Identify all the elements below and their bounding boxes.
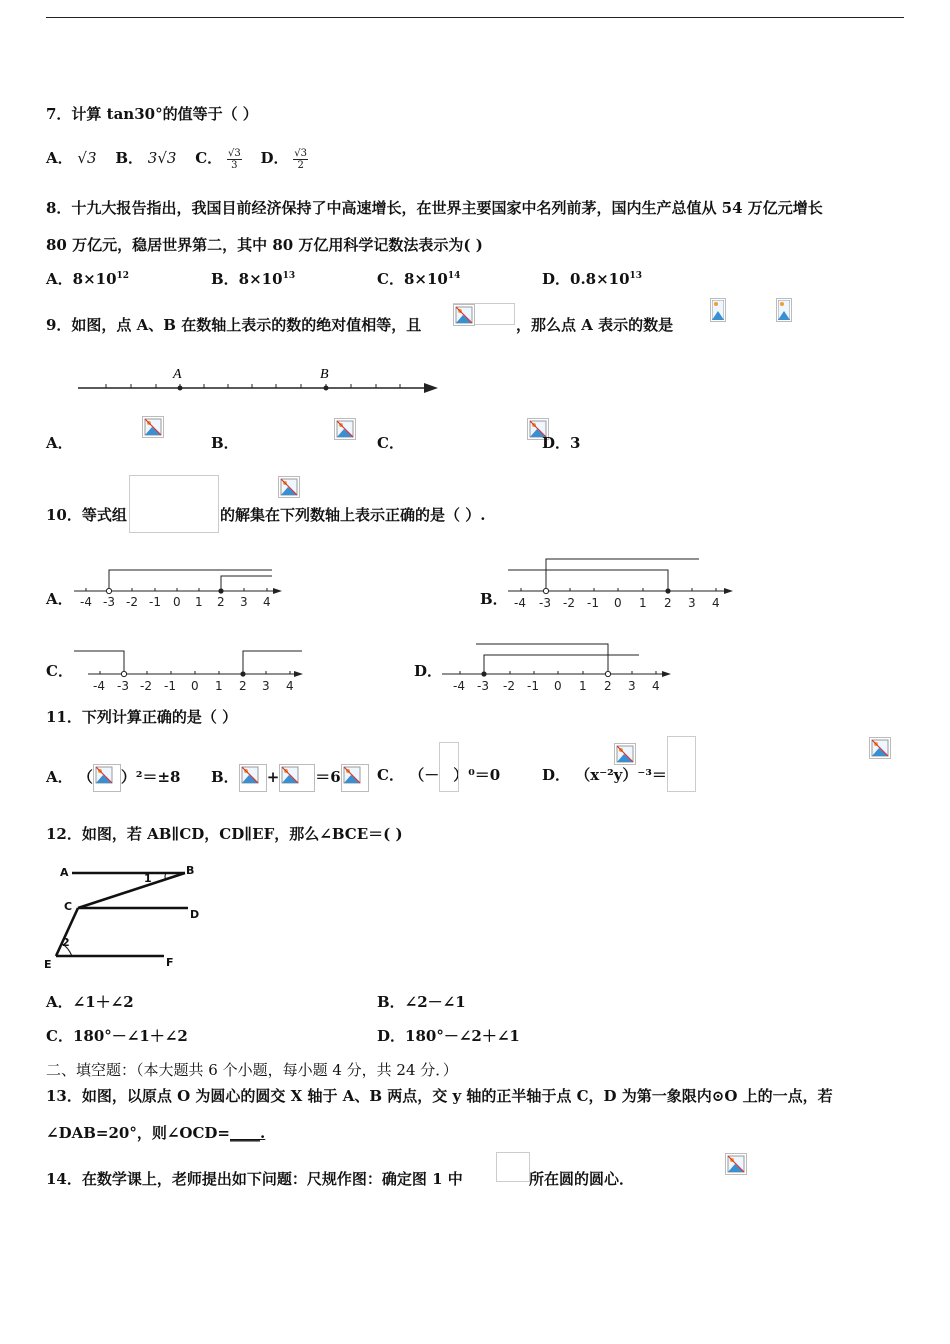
q12-option-d: D．180°－∠2＋∠1 [377,1027,520,1045]
q11-option-a: A． （ ）²＝±8 [46,764,180,792]
svg-text:0: 0 [191,679,199,693]
svg-text:3: 3 [240,595,248,609]
q13-stem-line2: ∠DAB=20°，则∠OCD=____. [46,1124,266,1142]
label-a: A [60,866,69,879]
broken-image-icon [278,476,300,498]
q9-stem-b: ，那么点 A 表示的数是 [516,316,674,334]
q11-option-c: C． （－ ）⁰＝0 [377,766,501,784]
q7-stem: 7．计算 tan30°的值等于（ ） [46,105,258,123]
q12-option-b: B．∠2－∠1 [377,993,466,1011]
q12-option-c: C．180°－∠1＋∠2 [46,1027,188,1045]
q10-axis-d [440,638,680,695]
q12-figure [40,858,210,973]
q9-number-line [76,360,446,400]
label-f: F [166,956,174,969]
point-a-label: A [173,367,182,382]
label-b: B [186,864,195,877]
svg-text:3: 3 [262,679,270,693]
svg-text:-2: -2 [140,679,152,693]
q8-stem-line1: 8．十九大报告指出，我国目前经济保持了中高速增长，在世界主要国家中名列前茅，国内生产总值从 54 万亿元增长 [46,199,823,217]
broken-image-icon [725,1153,747,1175]
q7-b-value: 3√3 [147,149,177,167]
q8-option-a: A．$8\times 10^{12}$ [46,270,130,288]
svg-text:-1: -1 [164,679,176,693]
q12-option-a: A．∠1＋∠2 [46,993,134,1011]
q9-option-a: A． [46,434,73,452]
svg-text:-4: -4 [514,596,526,610]
q11-c-missing-image [439,742,459,792]
svg-text:-2: -2 [126,595,138,609]
svg-text:4: 4 [712,596,720,610]
svg-text:0: 0 [173,595,181,609]
q10-option-a-label: A． [46,590,73,608]
svg-text:0: 0 [554,679,562,693]
q8-option-d: D．$0.8\times 10^{13}$ [542,270,643,288]
q8-option-c: C．$8\times 10^{14}$ [377,270,461,288]
svg-text:1: 1 [579,679,587,693]
point-b-label: B [320,367,329,382]
broken-image-icon [334,418,356,440]
svg-text:2: 2 [217,595,225,609]
svg-text:-3: -3 [103,595,115,609]
axis-tick-labels [80,595,271,609]
q7-d-fraction: $\frac{√3}{2}$ [294,147,307,171]
q10-option-d-label: D． [414,662,443,680]
svg-text:-3: -3 [117,679,129,693]
svg-text:3: 3 [628,679,636,693]
q11-stem: 11．下列计算正确的是（ ） [46,708,238,726]
q10-option-b-label: B． [480,590,508,608]
svg-text:-2: -2 [563,596,575,610]
angle-1-label: 1 [144,872,152,885]
svg-text:-4: -4 [453,679,465,693]
q14-missing-image [496,1152,530,1182]
svg-text:4: 4 [286,679,294,693]
svg-text:2: 2 [664,596,672,610]
q9-option-c: C． [377,434,404,452]
q8-option-b: B．$8\times 10^{13}$ [211,270,296,288]
svg-text:2: 2 [604,679,612,693]
q9-option-d: D．3 [542,434,581,452]
q10-missing-image [129,475,219,533]
broken-image-icon [341,764,369,792]
broken-image-icon [239,764,267,792]
label-e: E [44,958,52,971]
q11-option-b: B． + ＝6 [211,764,369,792]
svg-text:1: 1 [195,595,203,609]
svg-text:-4: -4 [93,679,105,693]
angle-2-label: 2 [62,936,70,949]
svg-text:-1: -1 [587,596,599,610]
svg-text:4: 4 [652,679,660,693]
broken-image-icon [93,764,121,792]
label-c: C [64,900,73,913]
svg-text:-3: -3 [539,596,551,610]
broken-image-icon [710,298,726,322]
svg-text:-3: -3 [477,679,489,693]
axis-tick-labels [93,679,294,693]
q7-a-value: √3 [77,149,97,167]
q11-d-missing-image [667,736,696,792]
q7-c-fraction: $\frac{√3}{3}$ [227,147,241,171]
section-2-title: 二、填空题：（本大题共 6 个小题，每小题 4 分，共 24 分．） [46,1061,458,1079]
q13-stem-line1: 13．如图，以原点 O 为圆心的圆交 X 轴于 A、B 两点，交 y 轴的正半轴于点 C，D 为第一象限内⊙O 上的一点，若 [46,1087,833,1105]
q8-stem-line2: 80 万亿元，稳居世界第二，其中 80 万亿用科学记数法表示为( ) [46,236,483,254]
broken-image-icon [776,298,792,322]
q7-options: A． √3 B． 3√3 C． $\frac{√3}{3}$ D． $\frac{√3}{2}$ [46,147,307,171]
q13-answer-blank: ____. [230,1124,266,1142]
q14-stem-b: 所在圆的圆心． [529,1170,635,1188]
q10-stem-a: 10．等式组 [46,506,127,524]
q12-stem: 12．如图，若 AB∥CD，CD∥EF，那么∠BCE＝( ) [46,825,403,843]
svg-text:-1: -1 [149,595,161,609]
svg-text:1: 1 [215,679,223,693]
q11-option-d: D． （x⁻²y）⁻³＝ [542,766,667,784]
broken-image-icon [614,743,636,765]
svg-text:3: 3 [688,596,696,610]
svg-text:1: 1 [639,596,647,610]
q10-option-c-label: C． [46,662,73,680]
svg-text:-2: -2 [503,679,515,693]
broken-image-icon [142,416,164,438]
q10-axis-a [72,560,287,615]
axis-tick-labels [453,679,660,693]
svg-text:4: 4 [263,595,271,609]
axis-tick-labels [514,596,720,610]
svg-text:-4: -4 [80,595,92,609]
broken-image-icon [453,304,475,326]
broken-image-icon [869,737,891,759]
q10-stem-b: 的解集在下列数轴上表示正确的是（ ）. [220,506,486,524]
header-rule [46,17,904,18]
q10-axis-c [72,643,312,695]
svg-text:-1: -1 [527,679,539,693]
q9-option-b: B． [211,434,239,452]
q10-axis-b [506,552,741,614]
svg-text:0: 0 [614,596,622,610]
q9-stem-a: 9．如图，点 A、B 在数轴上表示的数的绝对值相等，且 [46,316,422,334]
svg-text:2: 2 [239,679,247,693]
label-d: D [190,908,200,921]
broken-image-icon [279,764,315,792]
q14-stem-a: 14．在数学课上，老师提出如下问题：尺规作图：确定图 1 中 [46,1170,463,1188]
